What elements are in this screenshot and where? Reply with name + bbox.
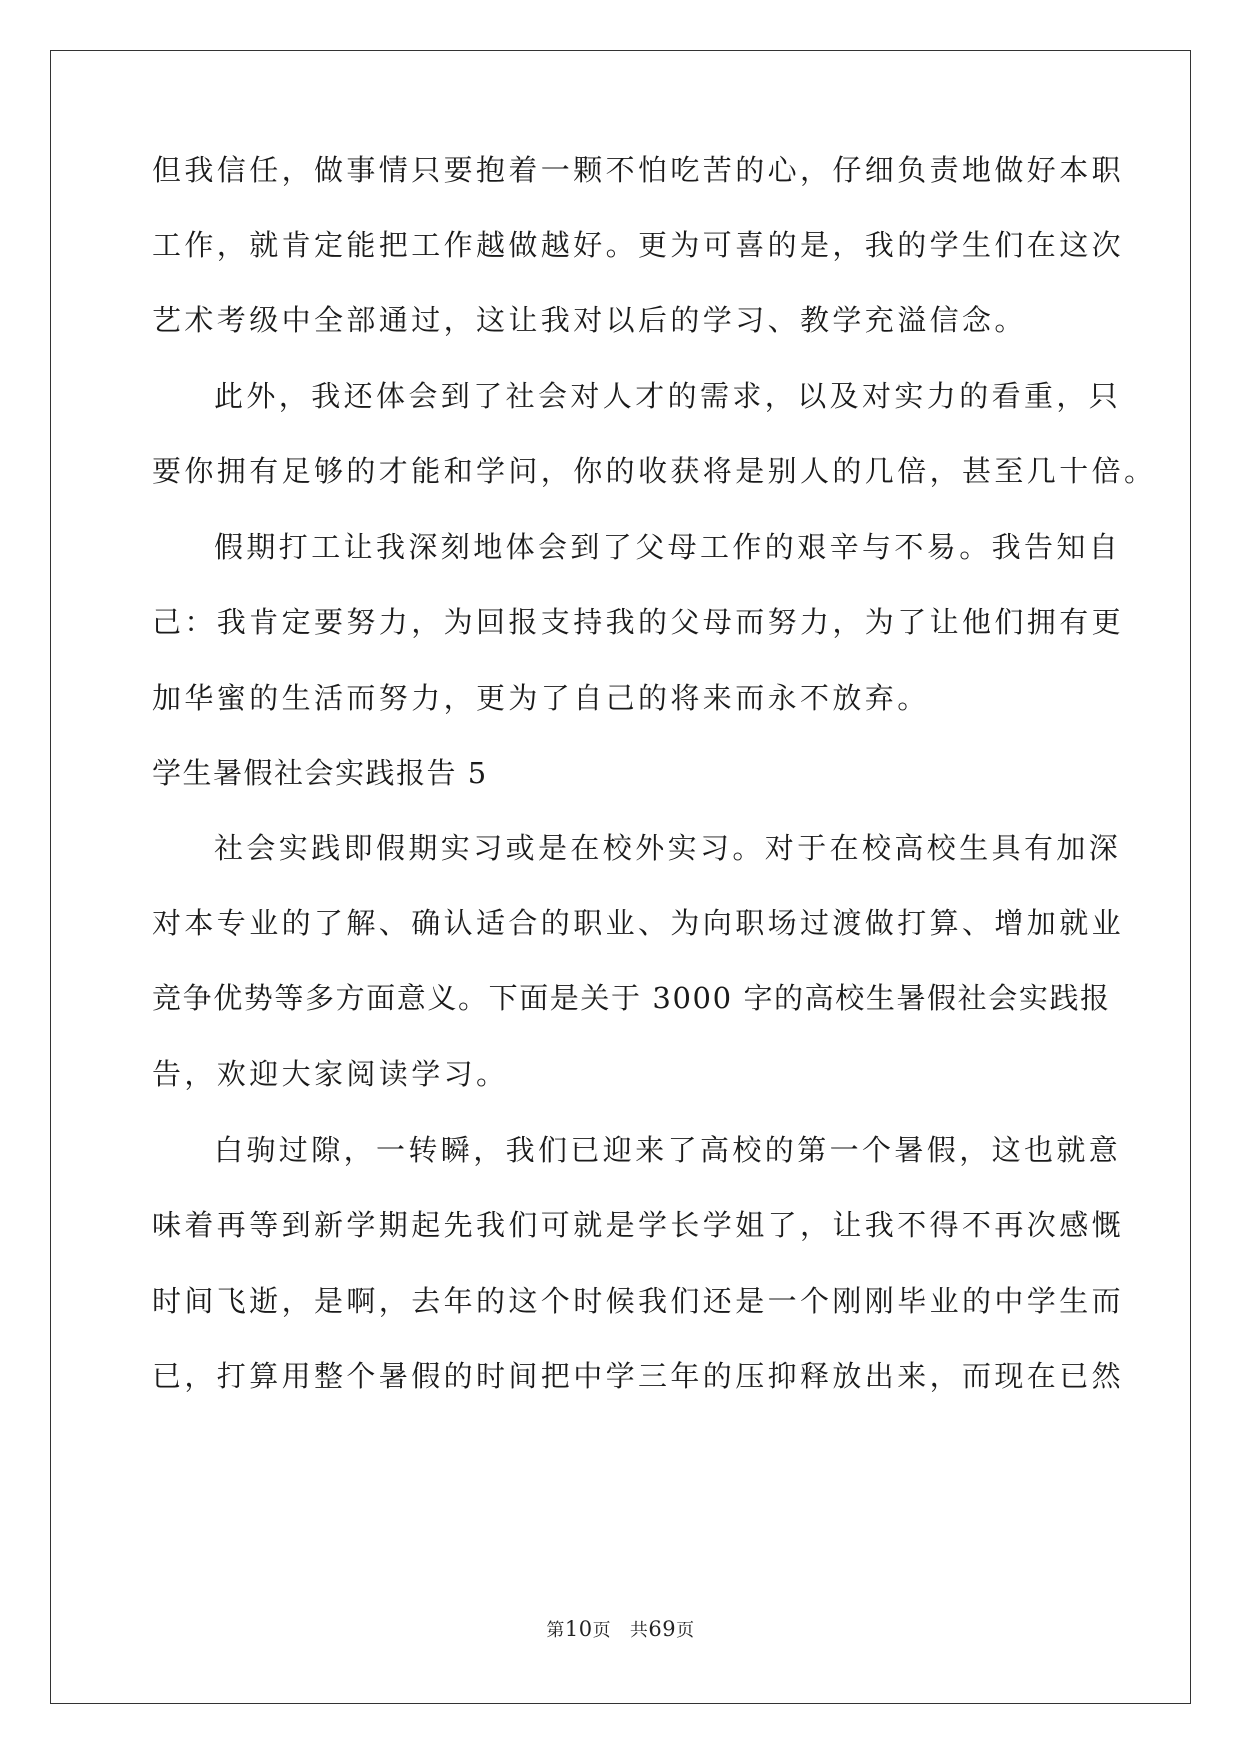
text-line: 对本专业的了解、确认适合的职业、为向职场过渡做打算、增加就业 [152, 906, 1125, 940]
footer-total-prefix: 共 [629, 1620, 649, 1641]
paragraph-start-line: 社会实践即假期实习或是在校外实习。对于在校高校生具有加深 [214, 831, 1122, 865]
footer-total-suffix: 页 [676, 1620, 695, 1641]
text-line: 告，欢迎大家阅读学习。 [152, 1057, 509, 1091]
page-border [50, 50, 1191, 1704]
section-heading: 学生暑假社会实践报告 5 [152, 756, 488, 790]
text-line: 已，打算用整个暑假的时间把中学三年的压抑释放出来，而现在已然 [152, 1359, 1125, 1393]
paragraph-start-line: 假期打工让我深刻地体会到了父母工作的艰辛与不易。我告知自 [214, 530, 1122, 564]
text-line: 要你拥有足够的才能和学问，你的收获将是别人的几倍，甚至几十倍。 [152, 454, 1157, 488]
text-line: 工作，就肯定能把工作越做越好。更为可喜的是，我的学生们在这次 [152, 228, 1125, 262]
text-line: 竞争优势等多方面意义。下面是关于 3000 字的高校生暑假社会实践报 [152, 981, 1111, 1015]
paragraph-start-line: 此外，我还体会到了社会对人才的需求，以及对实力的看重，只 [214, 379, 1122, 413]
page-number: 10 [564, 1617, 593, 1641]
footer-prefix: 第 [546, 1620, 565, 1641]
total-pages: 69 [648, 1617, 677, 1641]
text-line: 艺术考级中全部通过，这让我对以后的学习、教学充溢信念。 [152, 303, 1027, 337]
paragraph-start-line: 白驹过隙，一转瞬，我们已迎来了高校的第一个暑假，这也就意 [214, 1133, 1122, 1167]
footer-page-suffix: 页 [592, 1620, 612, 1641]
text-line: 时间飞逝，是啊，去年的这个时候我们还是一个刚刚毕业的中学生而 [152, 1284, 1125, 1318]
text-line: 但我信任，做事情只要抱着一颗不怕吃苦的心，仔细负责地做好本职 [152, 153, 1125, 187]
page-footer [0, 1616, 1241, 1642]
text-line: 味着再等到新学期起先我们可就是学长学姐了，让我不得不再次感慨 [152, 1208, 1125, 1242]
text-line: 加华蜜的生活而努力，更为了自己的将来而永不放弃。 [152, 681, 930, 715]
text-line: 己：我肯定要努力，为回报支持我的父母而努力，为了让他们拥有更 [152, 605, 1125, 639]
